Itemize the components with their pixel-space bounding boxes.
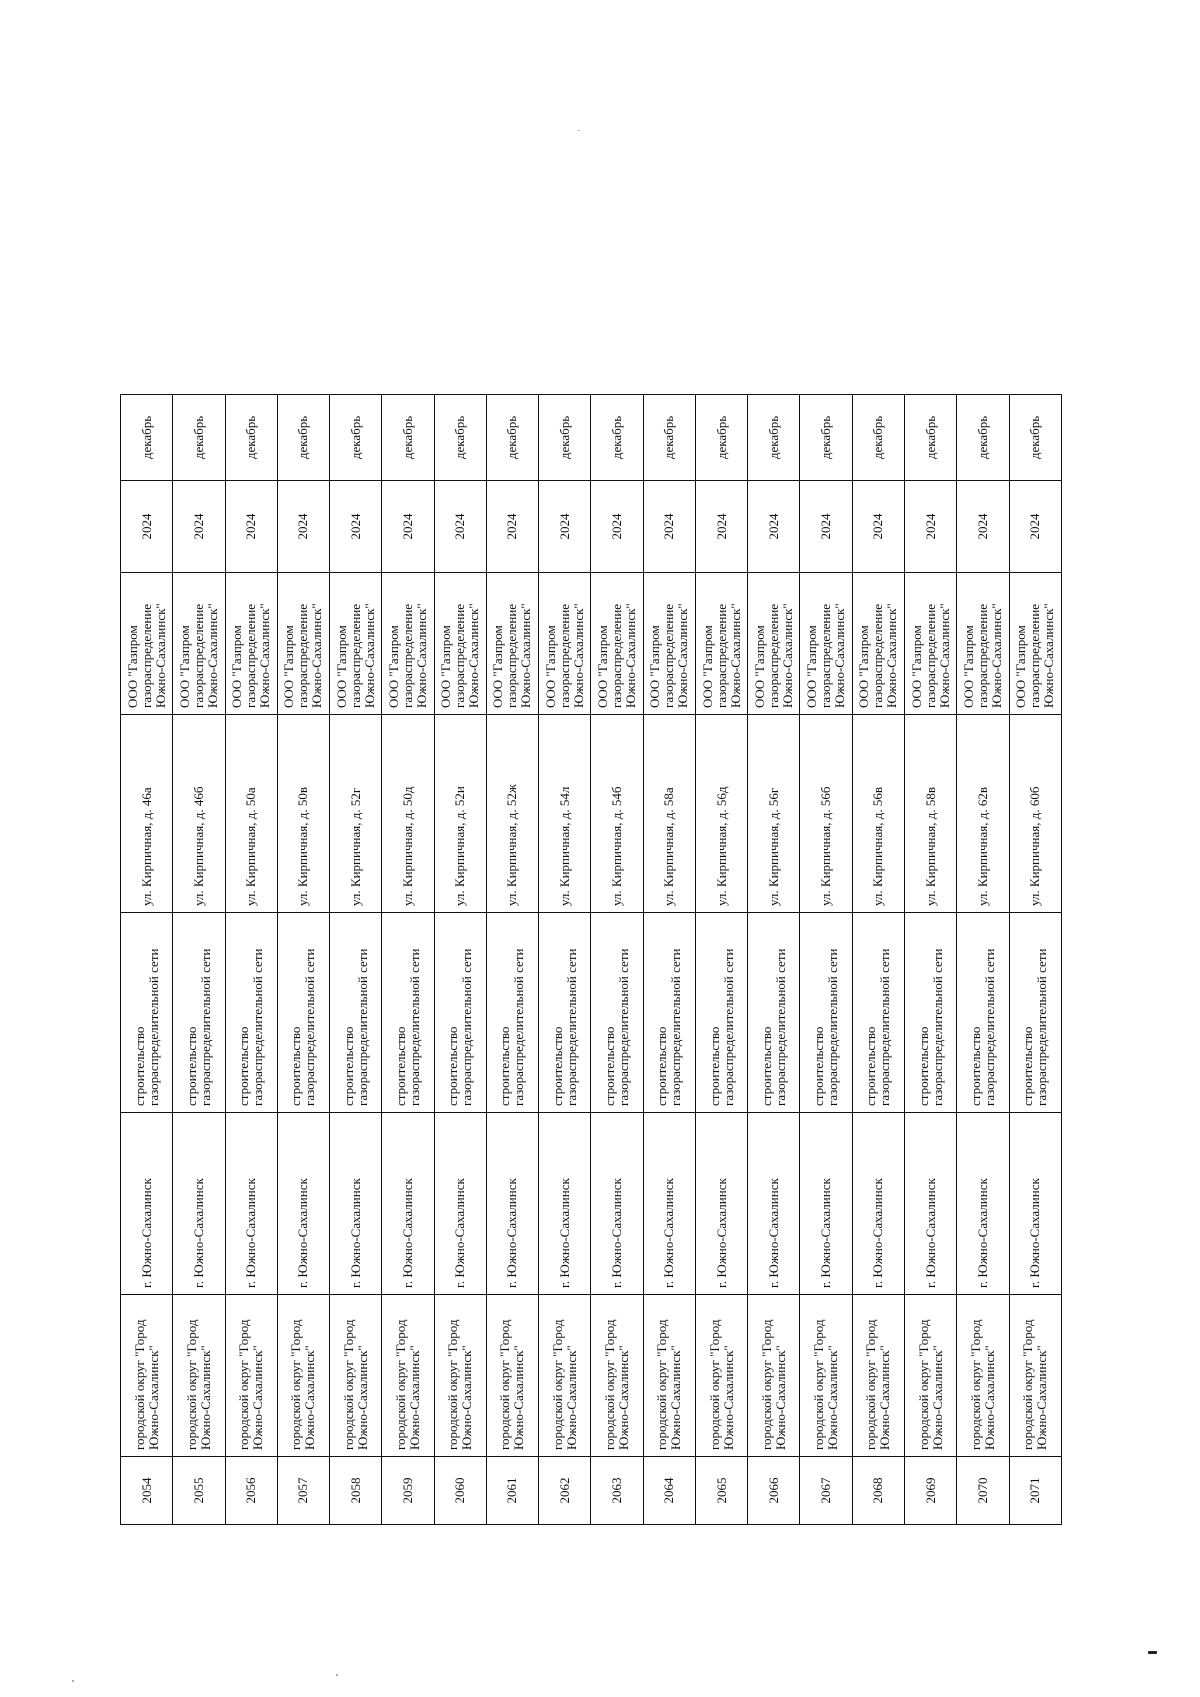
municipality-cell: городской округ "Город Южно-Сахалинск" (382, 1295, 434, 1457)
operator-cell: ООО "Газпром газораспределение Южно-Сахалинск" (434, 573, 486, 715)
table-row (277, 395, 329, 1525)
work-type-cell: строительство газораспределительной сети (121, 913, 173, 1113)
locality-cell: г. Южно-Сахалинск (591, 1113, 643, 1295)
operator-cell: ООО "Газпром газораспределение Южно-Сахалинск" (277, 573, 329, 715)
work-type-cell: строительство газораспределительной сети (800, 913, 852, 1113)
operator-cell: ООО "Газпром газораспределение Южно-Сахалинск" (121, 573, 173, 715)
scan-speck (336, 1674, 338, 1676)
locality-cell: г. Южно-Сахалинск (434, 1113, 486, 1295)
table-row (173, 395, 225, 1525)
municipality-cell: городской округ "Город Южно-Сахалинск" (277, 1295, 329, 1457)
address-cell: ул. Кирпичная, д. 56б (800, 715, 852, 913)
operator-cell: ООО "Газпром газораспределение Южно-Сахалинск" (748, 573, 800, 715)
month-cell: декабрь (800, 395, 852, 481)
table-row (121, 395, 173, 1525)
locality-cell: г. Южно-Сахалинск (539, 1113, 591, 1295)
table-row (957, 395, 1009, 1525)
locality-cell: г. Южно-Сахалинск (695, 1113, 747, 1295)
work-type-cell: строительство газораспределительной сети (748, 913, 800, 1113)
table-row (486, 395, 538, 1525)
row-number-cell: 2059 (382, 1457, 434, 1525)
operator-cell: ООО "Газпром газораспределение Южно-Сахалинск" (695, 573, 747, 715)
table-row (852, 395, 904, 1525)
locality-cell: г. Южно-Сахалинск (1009, 1113, 1061, 1295)
month-cell: декабрь (382, 395, 434, 481)
work-type-cell: строительство газораспределительной сети (173, 913, 225, 1113)
municipality-cell: городской округ "Город Южно-Сахалинск" (121, 1295, 173, 1457)
address-cell: ул. Кирпичная, д. 50а (225, 715, 277, 913)
table-row (382, 395, 434, 1525)
work-type-cell: строительство газораспределительной сети (643, 913, 695, 1113)
table-row (643, 395, 695, 1525)
address-cell: ул. Кирпичная, д. 56в (852, 715, 904, 913)
row-number-cell: 2064 (643, 1457, 695, 1525)
rotated-table-container (120, 395, 1062, 1525)
municipality-cell: городской округ "Город Южно-Сахалинск" (748, 1295, 800, 1457)
address-cell: ул. Кирпичная, д. 54л (539, 715, 591, 913)
year-cell: 2024 (748, 481, 800, 573)
table-row (434, 395, 486, 1525)
month-cell: декабрь (539, 395, 591, 481)
year-cell: 2024 (434, 481, 486, 573)
row-number-cell: 2070 (957, 1457, 1009, 1525)
year-cell: 2024 (382, 481, 434, 573)
municipality-cell: городской округ "Город Южно-Сахалинск" (330, 1295, 382, 1457)
locality-cell: г. Южно-Сахалинск (800, 1113, 852, 1295)
work-type-cell: строительство газораспределительной сети (225, 913, 277, 1113)
work-type-cell: строительство газораспределительной сети (486, 913, 538, 1113)
gasification-table (120, 394, 1062, 1525)
table-row (800, 395, 852, 1525)
municipality-cell: городской округ "Город Южно-Сахалинск" (225, 1295, 277, 1457)
work-type-cell: строительство газораспределительной сети (957, 913, 1009, 1113)
municipality-cell: городской округ "Город Южно-Сахалинск" (1009, 1295, 1061, 1457)
table-body (121, 395, 1062, 1525)
work-type-cell: строительство газораспределительной сети (277, 913, 329, 1113)
year-cell: 2024 (852, 481, 904, 573)
operator-cell: ООО "Газпром газораспределение Южно-Сахалинск" (1009, 573, 1061, 715)
month-cell: декабрь (486, 395, 538, 481)
operator-cell: ООО "Газпром газораспределение Южно-Сахалинск" (382, 573, 434, 715)
table-row (539, 395, 591, 1525)
locality-cell: г. Южно-Сахалинск (748, 1113, 800, 1295)
row-number-cell: 2067 (800, 1457, 852, 1525)
work-type-cell: строительство газораспределительной сети (1009, 913, 1061, 1113)
work-type-cell: строительство газораспределительной сети (434, 913, 486, 1113)
scan-speck (578, 130, 580, 131)
year-cell: 2024 (277, 481, 329, 573)
year-cell: 2024 (695, 481, 747, 573)
locality-cell: г. Южно-Сахалинск (225, 1113, 277, 1295)
year-cell: 2024 (591, 481, 643, 573)
address-cell: ул. Кирпичная, д. 52г (330, 715, 382, 913)
row-number-cell: 2063 (591, 1457, 643, 1525)
operator-cell: ООО "Газпром газораспределение Южно-Сахалинск" (852, 573, 904, 715)
address-cell: ул. Кирпичная, д. 50д (382, 715, 434, 913)
address-cell: ул. Кирпичная, д. 56г (748, 715, 800, 913)
scan-speck (1148, 1651, 1157, 1654)
row-number-cell: 2068 (852, 1457, 904, 1525)
table-row (225, 395, 277, 1525)
year-cell: 2024 (539, 481, 591, 573)
work-type-cell: строительство газораспределительной сети (382, 913, 434, 1113)
locality-cell: г. Южно-Сахалинск (330, 1113, 382, 1295)
operator-cell: ООО "Газпром газораспределение Южно-Сахалинск" (957, 573, 1009, 715)
row-number-cell: 2066 (748, 1457, 800, 1525)
address-cell: ул. Кирпичная, д. 52и (434, 715, 486, 913)
locality-cell: г. Южно-Сахалинск (382, 1113, 434, 1295)
municipality-cell: городской округ "Город Южно-Сахалинск" (173, 1295, 225, 1457)
operator-cell: ООО "Газпром газораспределение Южно-Сахалинск" (800, 573, 852, 715)
work-type-cell: строительство газораспределительной сети (591, 913, 643, 1113)
operator-cell: ООО "Газпром газораспределение Южно-Сахалинск" (904, 573, 956, 715)
year-cell: 2024 (121, 481, 173, 573)
locality-cell: г. Южно-Сахалинск (904, 1113, 956, 1295)
table-row (904, 395, 956, 1525)
table-row (695, 395, 747, 1525)
operator-cell: ООО "Газпром газораспределение Южно-Сахалинск" (225, 573, 277, 715)
address-cell: ул. Кирпичная, д. 52ж (486, 715, 538, 913)
month-cell: декабрь (121, 395, 173, 481)
row-number-cell: 2065 (695, 1457, 747, 1525)
month-cell: декабрь (173, 395, 225, 481)
address-cell: ул. Кирпичная, д. 62в (957, 715, 1009, 913)
table-row (1009, 395, 1061, 1525)
year-cell: 2024 (486, 481, 538, 573)
operator-cell: ООО "Газпром газораспределение Южно-Сахалинск" (643, 573, 695, 715)
month-cell: декабрь (330, 395, 382, 481)
month-cell: декабрь (434, 395, 486, 481)
operator-cell: ООО "Газпром газораспределение Южно-Сахалинск" (330, 573, 382, 715)
work-type-cell: строительство газораспределительной сети (695, 913, 747, 1113)
year-cell: 2024 (957, 481, 1009, 573)
address-cell: ул. Кирпичная, д. 46а (121, 715, 173, 913)
operator-cell: ООО "Газпром газораспределение Южно-Сахалинск" (486, 573, 538, 715)
address-cell: ул. Кирпичная, д. 60б (1009, 715, 1061, 913)
row-number-cell: 2057 (277, 1457, 329, 1525)
row-number-cell: 2069 (904, 1457, 956, 1525)
municipality-cell: городской округ "Город Южно-Сахалинск" (800, 1295, 852, 1457)
year-cell: 2024 (225, 481, 277, 573)
operator-cell: ООО "Газпром газораспределение Южно-Сахалинск" (539, 573, 591, 715)
operator-cell: ООО "Газпром газораспределение Южно-Сахалинск" (591, 573, 643, 715)
row-number-cell: 2055 (173, 1457, 225, 1525)
municipality-cell: городской округ "Город Южно-Сахалинск" (643, 1295, 695, 1457)
year-cell: 2024 (1009, 481, 1061, 573)
row-number-cell: 2058 (330, 1457, 382, 1525)
year-cell: 2024 (800, 481, 852, 573)
locality-cell: г. Южно-Сахалинск (852, 1113, 904, 1295)
work-type-cell: строительство газораспределительной сети (852, 913, 904, 1113)
month-cell: декабрь (904, 395, 956, 481)
municipality-cell: городской округ "Город Южно-Сахалинск" (695, 1295, 747, 1457)
row-number-cell: 2054 (121, 1457, 173, 1525)
locality-cell: г. Южно-Сахалинск (173, 1113, 225, 1295)
work-type-cell: строительство газораспределительной сети (539, 913, 591, 1113)
table-row (330, 395, 382, 1525)
row-number-cell: 2061 (486, 1457, 538, 1525)
row-number-cell: 2060 (434, 1457, 486, 1525)
row-number-cell: 2071 (1009, 1457, 1061, 1525)
address-cell: ул. Кирпичная, д. 50в (277, 715, 329, 913)
address-cell: ул. Кирпичная, д. 46б (173, 715, 225, 913)
locality-cell: г. Южно-Сахалинск (277, 1113, 329, 1295)
year-cell: 2024 (643, 481, 695, 573)
month-cell: декабрь (748, 395, 800, 481)
month-cell: декабрь (695, 395, 747, 481)
year-cell: 2024 (330, 481, 382, 573)
year-cell: 2024 (904, 481, 956, 573)
table-row (748, 395, 800, 1525)
locality-cell: г. Южно-Сахалинск (121, 1113, 173, 1295)
table-row (591, 395, 643, 1525)
municipality-cell: городской округ "Город Южно-Сахалинск" (486, 1295, 538, 1457)
address-cell: ул. Кирпичная, д. 56д (695, 715, 747, 913)
row-number-cell: 2056 (225, 1457, 277, 1525)
address-cell: ул. Кирпичная, д. 54б (591, 715, 643, 913)
address-cell: ул. Кирпичная, д. 58а (643, 715, 695, 913)
municipality-cell: городской округ "Город Южно-Сахалинск" (434, 1295, 486, 1457)
row-number-cell: 2062 (539, 1457, 591, 1525)
address-cell: ул. Кирпичная, д. 58в (904, 715, 956, 913)
month-cell: декабрь (852, 395, 904, 481)
month-cell: декабрь (225, 395, 277, 481)
month-cell: декабрь (957, 395, 1009, 481)
month-cell: декабрь (277, 395, 329, 481)
municipality-cell: городской округ "Город Южно-Сахалинск" (957, 1295, 1009, 1457)
work-type-cell: строительство газораспределительной сети (904, 913, 956, 1113)
municipality-cell: городской округ "Город Южно-Сахалинск" (852, 1295, 904, 1457)
month-cell: декабрь (1009, 395, 1061, 481)
locality-cell: г. Южно-Сахалинск (957, 1113, 1009, 1295)
month-cell: декабрь (643, 395, 695, 481)
operator-cell: ООО "Газпром газораспределение Южно-Сахалинск" (173, 573, 225, 715)
year-cell: 2024 (173, 481, 225, 573)
scan-speck (72, 1680, 74, 1682)
locality-cell: г. Южно-Сахалинск (486, 1113, 538, 1295)
municipality-cell: городской округ "Город Южно-Сахалинск" (591, 1295, 643, 1457)
locality-cell: г. Южно-Сахалинск (643, 1113, 695, 1295)
work-type-cell: строительство газораспределительной сети (330, 913, 382, 1113)
municipality-cell: городской округ "Город Южно-Сахалинск" (904, 1295, 956, 1457)
municipality-cell: городской округ "Город Южно-Сахалинск" (539, 1295, 591, 1457)
month-cell: декабрь (591, 395, 643, 481)
